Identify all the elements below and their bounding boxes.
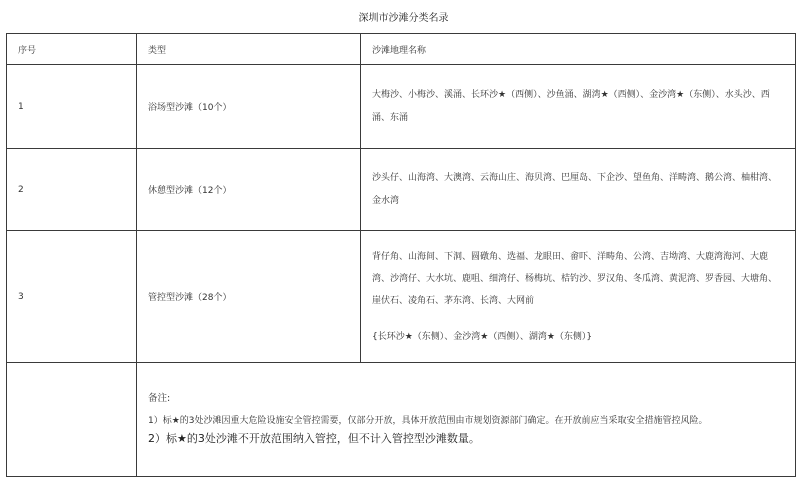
header-names: 沙滩地理名称	[361, 34, 796, 65]
table-row	[7, 231, 796, 363]
notes-row	[7, 363, 796, 477]
row-beach-names-cell	[361, 231, 796, 363]
table-header-row	[7, 34, 796, 65]
row-index: 1	[7, 65, 137, 149]
notes-cell	[137, 363, 796, 477]
row-type: 浴场型沙滩（10个）	[137, 65, 361, 149]
row-partial-beaches: {长环沙★（东侧）、金沙湾★（西侧）、湖湾★（东侧）}	[372, 331, 593, 342]
table-row	[7, 65, 796, 149]
row-index: 2	[7, 149, 137, 231]
row-index: 3	[7, 231, 137, 363]
header-index: 序号	[7, 34, 137, 65]
note-2: 2）标★的3处沙滩不开放范围纳入管控，但不计入管控型沙滩数量。	[148, 432, 480, 445]
row-beach-names: 沙头仔、山海湾、大澳湾、云海山庄、海贝湾、巴厘岛、下企沙、望鱼角、洋畴湾、鹅公湾、柚柑湾、金水湾	[361, 149, 796, 231]
row-type: 休憩型沙滩（12个）	[137, 149, 361, 231]
notes-heading: 备注:	[148, 393, 171, 404]
notes-empty-cell	[7, 363, 137, 477]
header-type: 类型	[137, 34, 361, 65]
row-type: 管控型沙滩（28个）	[137, 231, 361, 363]
row-beach-names: 背仔角、山海间、下洞、圆礅角、选福、龙眼田、畲吓、洋畴角、公湾、吉坳湾、大鹿湾海河、大鹿湾、沙湾仔、大水坑、鹿咀、细湾仔、杨梅坑、桔钓沙、罗汉角、冬瓜湾、黄泥湾、罗香园、大塘角、崖伏石、凌角石、茅东湾、长湾、大网前	[372, 251, 778, 306]
note-1: 1）标★的3处沙滩因重大危险设施安全管控需要，仅部分开放，具体开放范围由市规划资源部门确定。在开放前应当采取安全措施管控风险。	[148, 416, 708, 426]
beach-classification-table	[6, 33, 796, 477]
spacer	[372, 312, 785, 326]
table-row	[7, 149, 796, 231]
row-beach-names: 大梅沙、小梅沙、溪涌、长环沙★（西侧）、沙鱼涌、湖湾★（西侧）、金沙湾★（东侧）、水头沙、西涌、东涌	[361, 65, 796, 149]
document-title: 深圳市沙滩分类名录	[358, 13, 449, 24]
